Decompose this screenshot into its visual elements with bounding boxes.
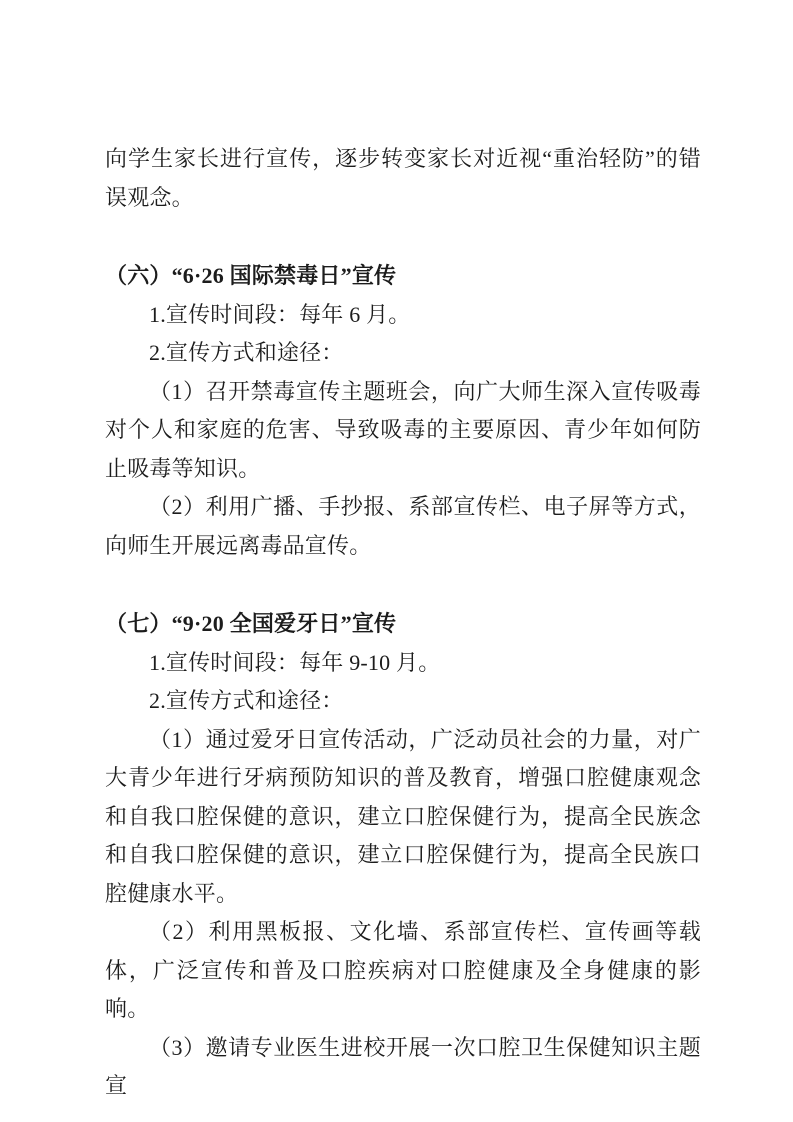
list-item-methods: 2.宣传方式和途径： bbox=[149, 688, 344, 713]
list-item-time-period: 1.宣传时间段：每年 9-10 月。 bbox=[149, 649, 441, 675]
paragraph-continuation: 向学生家长进行宣传，逐步转变家长对近视“重治轻防”的错误观念。 bbox=[105, 146, 701, 210]
list-item-time-period: 1.宣传时间段：每年 6 月。 bbox=[149, 301, 411, 327]
paragraph-method-3-cutoff: （3）邀请专业医生进校开展一次口腔卫生保健知识主题宣 bbox=[105, 1034, 701, 1098]
list-item-methods: 2.宣传方式和途径： bbox=[149, 340, 344, 365]
paragraph-method-2: （2）利用黑板报、文化墙、系部宣传栏、宣传画等载体，广泛宣传和普及口腔疾病对口腔健康及全身健康的影响。 bbox=[105, 919, 701, 1021]
paragraph-method-1: （1）召开禁毒宣传主题班会，向广大师生深入宣传吸毒对个人和家庭的危害、导致吸毒的主要原因、青少年如何防止吸毒等知识。 bbox=[105, 378, 701, 481]
document-body bbox=[105, 140, 701, 1106]
section-heading-7: （七）“9·20 全国爱牙日”宣传 bbox=[105, 611, 397, 636]
paragraph-method-1: （1）通过爱牙日宣传活动，广泛动员社会的力量，对广大青少年进行牙病预防知识的普及教育，增强口腔健康观念和自我口腔保健的意识，建立口腔保健行为，提高全民族念和自我口腔保健的意识，建立口腔保健行为，提高全民族口腔健康水平。 bbox=[105, 726, 701, 906]
paragraph-method-2: （2）利用广播、手抄报、系部宣传栏、电子屏等方式，向师生开展远离毒品宣传。 bbox=[105, 494, 701, 558]
section-heading-6: （六）“6·26 国际禁毒日”宣传 bbox=[105, 263, 397, 288]
